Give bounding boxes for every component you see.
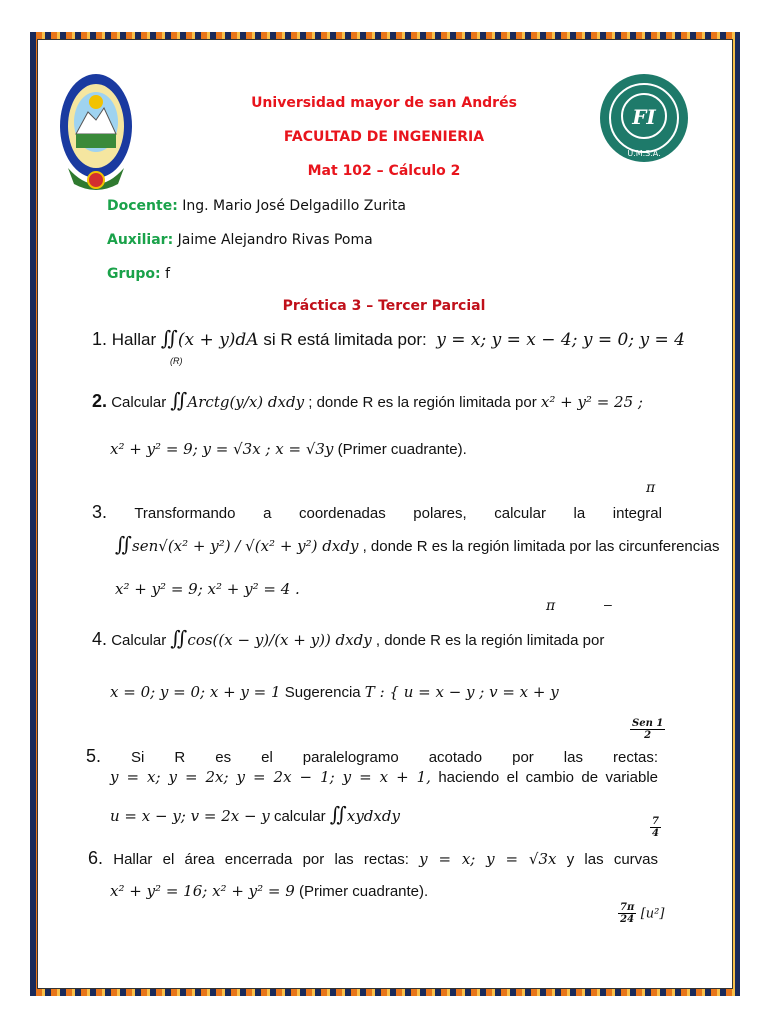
- docente-label: Docente:: [107, 198, 178, 214]
- course-name: Mat 102 – Cálculo 2: [307, 163, 461, 179]
- grupo-line: [107, 266, 170, 282]
- problem-6-line2: x² + y² = 16; x² + y² = 9 (Primer cuadrante).: [110, 882, 429, 900]
- auxiliar-value: Jaime Alejandro Rivas Poma: [177, 232, 373, 248]
- grupo-label: Grupo:: [107, 266, 161, 282]
- problem-3: 3. Transformando a coordenadas polares, calcular la integral: [92, 502, 662, 522]
- problem-4-line2: x = 0; y = 0; x + y = 1 Sugerencia T : { u = x − y ; v = x + y: [110, 683, 559, 701]
- faculty-name: FACULTAD DE INGENIERIA: [283, 129, 485, 145]
- problem-1: 1. Hallar ∬(x + y)dA si R está limitada por: y = x; y = x − 4; y = 0; y = 4: [92, 326, 685, 350]
- auxiliar-line: [107, 232, 373, 248]
- grupo-value: f: [165, 266, 170, 282]
- answer-4: $\frac{\text{Sen 1}}{2}$: [632, 718, 664, 741]
- problem-3-line2: ∬sen√(x² + y²) / √(x² + y²) dxdy , donde R es la región limitada por las circunferencias: [115, 532, 720, 556]
- problem-2-line2: x² + y² = 9; y = √3x ; x = √3y (Primer cuadrante).: [110, 440, 467, 458]
- practice-title: Práctica 3 – Tercer Parcial: [282, 298, 486, 314]
- problem-6: 6. Hallar el área encerrada por las rectas: y = x; y = √3x y las curvas: [88, 848, 658, 868]
- answer-2: π: [646, 480, 656, 496]
- problem-5-line2: y = x; y = 2x; y = 2x − 1; y = x + 1, haciendo el cambio de variable: [110, 768, 658, 786]
- answer-5: $\frac{7}{4}$: [652, 816, 659, 839]
- dash-mark: –: [604, 596, 612, 612]
- problem-2: 2. Calcular ∬Arctg(y/x) dxdy ; donde R es la región limitada por x² + y² = 25 ;: [92, 388, 643, 412]
- umsa-text: U.M.S.A.: [627, 149, 661, 158]
- problem-5: 5. Si R es el paralelogramo acotado por las rectas:: [86, 746, 659, 766]
- auxiliar-label: Auxiliar:: [107, 232, 174, 248]
- region-label-1: (R): [170, 356, 183, 366]
- fi-umsa-logo: [598, 72, 690, 164]
- answer-6: $\frac{7\pi}{24}$ [u²]: [620, 902, 665, 925]
- docente-line: [107, 198, 406, 214]
- answer-3: π: [546, 598, 556, 614]
- problem-5-line3: u = x − y; v = 2x − y calcular ∬xydxdy: [110, 802, 400, 826]
- fi-initials: FI: [632, 105, 656, 129]
- docente-value: Ing. Mario José Delgadillo Zurita: [182, 198, 406, 214]
- problem-3-line3: x² + y² = 9; x² + y² = 4 .: [115, 580, 300, 598]
- problem-4: 4. Calcular ∬cos((x − y)/(x + y)) dxdy , donde R es la región limitada por: [92, 626, 605, 650]
- university-name: Universidad mayor de san Andrés: [251, 95, 517, 111]
